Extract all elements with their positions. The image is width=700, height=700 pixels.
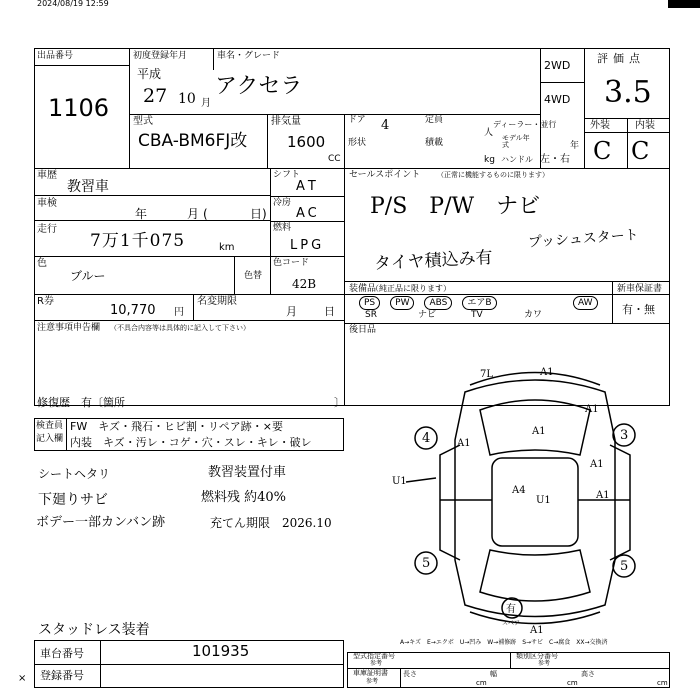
lot-number: 1106	[48, 94, 110, 122]
color-code-label: 色コード	[273, 258, 310, 268]
remark-1: シートヘタリ	[38, 467, 111, 481]
reg-month: 10	[178, 91, 196, 107]
warranty-value: 有・無	[622, 303, 655, 316]
displacement-label: 排気量	[271, 116, 301, 127]
equipment-items	[359, 296, 497, 310]
equip-tv: TV	[471, 310, 483, 320]
selling-line2: プッシュスタート	[527, 227, 640, 251]
inspection-year: 年	[135, 207, 148, 221]
equip-leather: カワ	[524, 310, 543, 320]
inspector-row-1: FW キズ・飛石・ヒビ割・リペア跡・×要	[70, 420, 283, 433]
aircon-value: AC	[296, 206, 320, 221]
remark-install: 教習装置付車	[208, 465, 287, 480]
mark-a1-right-door: A1	[596, 490, 610, 501]
reg-number-label: 登録番号	[40, 669, 84, 682]
score-value: 3.5	[604, 75, 652, 110]
int-label: 内装	[635, 120, 655, 131]
timestamp: 2024/08/19 12:59	[37, 0, 109, 8]
length-unit: cm	[476, 679, 487, 687]
equipment-subitems	[365, 311, 542, 320]
corner-mark	[668, 0, 700, 8]
mark-a1-right: A1	[590, 459, 604, 470]
displacement-unit: CC	[328, 154, 341, 164]
mark-a1-front: A1	[540, 367, 554, 378]
model-year-label: モデル年式	[502, 134, 530, 149]
remark-2: 下廻りサビ	[38, 492, 108, 508]
car-damage-diagram	[392, 360, 670, 636]
category-label: 類別区分番号	[516, 652, 558, 660]
model-name-label: 車名・グレード	[217, 51, 281, 61]
inspection-month: 月	[187, 207, 200, 221]
fuel-label: 燃料	[273, 223, 292, 233]
inspection-day: 日	[250, 207, 263, 221]
displacement-value: 1600	[287, 133, 326, 151]
ext-label: 外装	[590, 120, 610, 131]
model-name: アクセラ	[215, 74, 303, 99]
color-label: 色	[37, 258, 47, 269]
height-unit: cm	[657, 679, 668, 687]
shift-value: AT	[296, 179, 320, 194]
selling-line3: タイヤ積込み有	[373, 247, 494, 275]
equip-airbag: エアB	[462, 296, 496, 310]
recycle-label: R券	[37, 296, 54, 307]
designation-label: 型式指定番号	[353, 652, 395, 660]
handle-value: 左・右	[540, 154, 570, 165]
capacity-unit: 人	[484, 128, 494, 138]
repair-history-end: 〕	[334, 396, 345, 409]
shift-label: シフト	[273, 170, 301, 180]
selling-line1: P/S P/W ナビ	[370, 194, 541, 219]
aircon-label: 冷房	[273, 198, 292, 208]
roof	[492, 458, 578, 546]
year-unit: 年	[570, 141, 580, 151]
load-label: 積載	[425, 138, 444, 148]
left-side	[440, 445, 460, 560]
remark-studless: スタッドレス装着	[38, 622, 150, 638]
mileage-unit: km	[219, 242, 235, 253]
height-label: 高さ	[581, 670, 595, 678]
equip-sr: SR	[365, 310, 377, 320]
lot-label: 出品番号	[37, 51, 74, 61]
chassis-value: 101935	[192, 642, 250, 660]
warranty-label: 新車保証書	[617, 284, 663, 294]
x-mark: ×	[18, 673, 27, 684]
mark-a1-right-front: A1	[585, 404, 599, 415]
reg-era: 平成	[137, 67, 162, 81]
right-side	[610, 445, 630, 560]
door-label: ドア	[348, 115, 366, 125]
reg-year: 27	[143, 85, 168, 107]
selling-note: （正常に機能するものに限ります）	[437, 171, 549, 179]
notes-label: 注意事項申告欄	[37, 323, 101, 333]
name-change-month: 月	[286, 305, 297, 318]
shape-label: 形状	[348, 138, 367, 148]
handle-label: ハンドル	[501, 155, 533, 164]
fuel-value: LPG	[290, 238, 325, 253]
inspector-row-2: 内装 キズ・汚レ・コゲ・穴・スレ・キレ・破レ	[70, 436, 312, 449]
category-ref: 参考	[538, 660, 551, 667]
equip-ps: PS	[359, 296, 380, 310]
mark-a1-left: A1	[457, 438, 471, 449]
name-change-label: 名変期限	[197, 296, 237, 307]
mark-u1-roof: U1	[536, 495, 551, 506]
mileage-label: 走行	[37, 224, 57, 235]
color-code-value: 42B	[292, 277, 317, 291]
katashiki-label: 型式	[133, 116, 153, 127]
name-change-day: 日	[324, 305, 335, 318]
int-grade: C	[631, 137, 650, 165]
designation-ref: 参考	[370, 660, 383, 667]
mark-u1-left: U1	[392, 476, 407, 487]
width-unit: cm	[567, 679, 578, 687]
rear-windshield	[480, 550, 590, 601]
reg-month-unit: 月	[201, 98, 211, 109]
color-change-label: 色替	[244, 271, 263, 281]
mileage-value: 7万1千075	[90, 231, 186, 251]
car-body-outline	[455, 380, 615, 617]
damage-legend: A→キズ E→エクボ U→凹み W→補修跡 S→サビ C→腐食 XX→交換済	[400, 639, 608, 646]
history-value: 教習車	[67, 179, 109, 195]
repair-history: 修復歴 有〔箇所	[37, 396, 125, 409]
load-unit: kg	[484, 155, 495, 165]
selling-label: セールスポイント	[349, 170, 421, 180]
katashiki-value: CBA-BM6FJ改	[138, 131, 248, 151]
history-label: 車歴	[37, 170, 57, 181]
certificate-ref: 参考	[366, 678, 379, 685]
inspection-label: 車検	[37, 198, 57, 209]
recycle-value: 10,770	[110, 303, 156, 318]
reg-label: 初度登録年月	[133, 51, 188, 61]
drive-4wd: 4WD	[544, 93, 571, 106]
equip-aw: AW	[573, 296, 598, 310]
mark-5-right: 5	[620, 559, 629, 574]
mark-a4: A4	[512, 485, 526, 496]
inspector-label-2: 記入欄	[36, 434, 64, 444]
mark-a1-rear: A1	[530, 625, 544, 636]
remark-3: ボデー一部カンバン跡	[36, 515, 166, 530]
score-label: 評価点	[597, 52, 645, 65]
mark-7l: 7L	[480, 369, 494, 380]
mark-5-left: 5	[422, 556, 431, 571]
spare-label: スペア	[502, 620, 521, 627]
length-label: 長さ	[403, 670, 417, 678]
remark-4: 充てん期限 2026.10	[210, 516, 332, 530]
spare-mark: 有	[506, 604, 516, 615]
rear-seat-label: 後日品	[349, 325, 377, 335]
certificate-label: 車庫証明書	[353, 669, 388, 677]
equip-pw: PW	[390, 296, 414, 310]
door-value: 4	[381, 118, 390, 133]
capacity-label: 定員	[425, 115, 444, 125]
mark-a1-hood: A1	[532, 426, 546, 437]
equip-navi: ナビ	[418, 310, 437, 320]
remark-fuel: 燃料残 約40%	[201, 490, 287, 505]
equipment-note: （純正品に限ります）	[371, 284, 451, 293]
mark-3: 3	[620, 428, 629, 443]
notes-note: （不具合内容等は具体的に記入して下さい）	[110, 324, 250, 332]
equipment-label: 装備品	[349, 284, 377, 294]
inspector-label-1: 検査員	[36, 421, 64, 431]
rear-bumper	[470, 612, 600, 624]
chassis-label: 車台番号	[40, 647, 84, 660]
ext-grade: C	[593, 137, 612, 165]
equip-abs: ABS	[424, 296, 452, 310]
recycle-unit: 円	[174, 307, 184, 318]
drive-2wd: 2WD	[544, 59, 571, 72]
width-label: 幅	[490, 670, 497, 678]
color-value: ブルー	[70, 269, 106, 283]
mark-4: 4	[422, 431, 431, 446]
dealer-label: ディーラー・並行	[493, 120, 557, 129]
